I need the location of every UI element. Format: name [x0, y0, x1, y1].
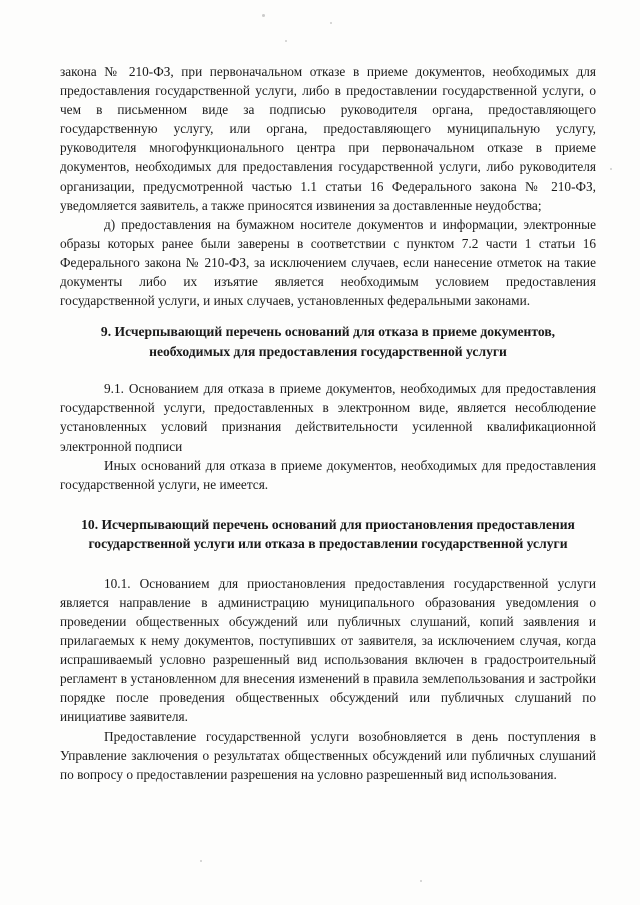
scan-speck	[420, 880, 422, 882]
section-9-heading: 9. Исчерпывающий перечень оснований для отказа в приеме документов, необходимых для предоставления государственной услуги	[100, 324, 556, 359]
scan-speck	[200, 860, 202, 862]
document-body	[60, 62, 596, 784]
scan-speck	[262, 14, 265, 17]
scan-speck	[330, 22, 332, 24]
scan-speck	[285, 40, 287, 42]
scan-speck	[610, 168, 612, 170]
section-10-paragraph-2: Предоставление государственной услуги возобновляется в день поступления в Управление заключения о результатах общественных обсуждений или публичных слушаний по вопросу о предоставлении разрешения на условно разрешенный вид использования.	[60, 728, 596, 782]
section-9-paragraph-2: Иных оснований для отказа в приеме документов, необходимых для предоставления государственной услуги, не имеется.	[60, 457, 596, 492]
item-d-paragraph: д) предоставления на бумажном носителе документов и информации, электронные образы которых ранее были заверены в соответствии с пунктом 7.2 части 1 статьи 16 Федерального закона № 210-ФЗ, за исключением случаев, если нанесение отметок на такие документы либо их изъятие является необходимым условием предоставления государственной услуги, и иных случаев, установленных федеральными законами.	[60, 216, 596, 309]
section-10-heading: 10. Исчерпывающий перечень оснований для приостановления предоставления государственной услуги или отказа в предоставлении государственной услуги	[81, 516, 575, 552]
section-10-paragraph-1: 10.1. Основанием для приостановления предоставления государственной услуги является направление в администрацию муниципального образования уведомления о проведении общественных обсуждений или публичных слушаний, копий заявления и прилагаемых к нему документов, поступивших от заявителя, за исключением случая, когда испрашиваемый условно разрешенный вид использования включен в градостроительный регламент в установленном для внесения изменений в правила землепользования и застройки порядке после проведения общественных обсуждений или публичных слушаний по инициативе заявителя.	[60, 575, 596, 725]
section-9-paragraph-1: 9.1. Основанием для отказа в приеме документов, необходимых для предоставления государственной услуги, предоставленных в электронном виде, является несоблюдение установленных условий признания действительности усиленной квалификационной электронной подписи	[60, 381, 596, 454]
intro-paragraph: закона № 210-ФЗ, при первоначальном отказе в приеме документов, необходимых для предоставления государственной услуги, либо в предоставлении государственной услуги, о чем в письменном виде за подписью руководителя органа, предоставляющего государственную услугу, или органа, предоставляющего муниципальную услугу, руководителя многофункционального центра при первоначальном отказе в приеме документов, необходимых для предоставления государственной услуги, либо руководителя организации, предусмотренной частью 1.1 статьи 16 Федерального закона № 210-ФЗ, уведомляется заявитель, а также приносятся извинения за доставленные неудобства;	[60, 64, 596, 213]
